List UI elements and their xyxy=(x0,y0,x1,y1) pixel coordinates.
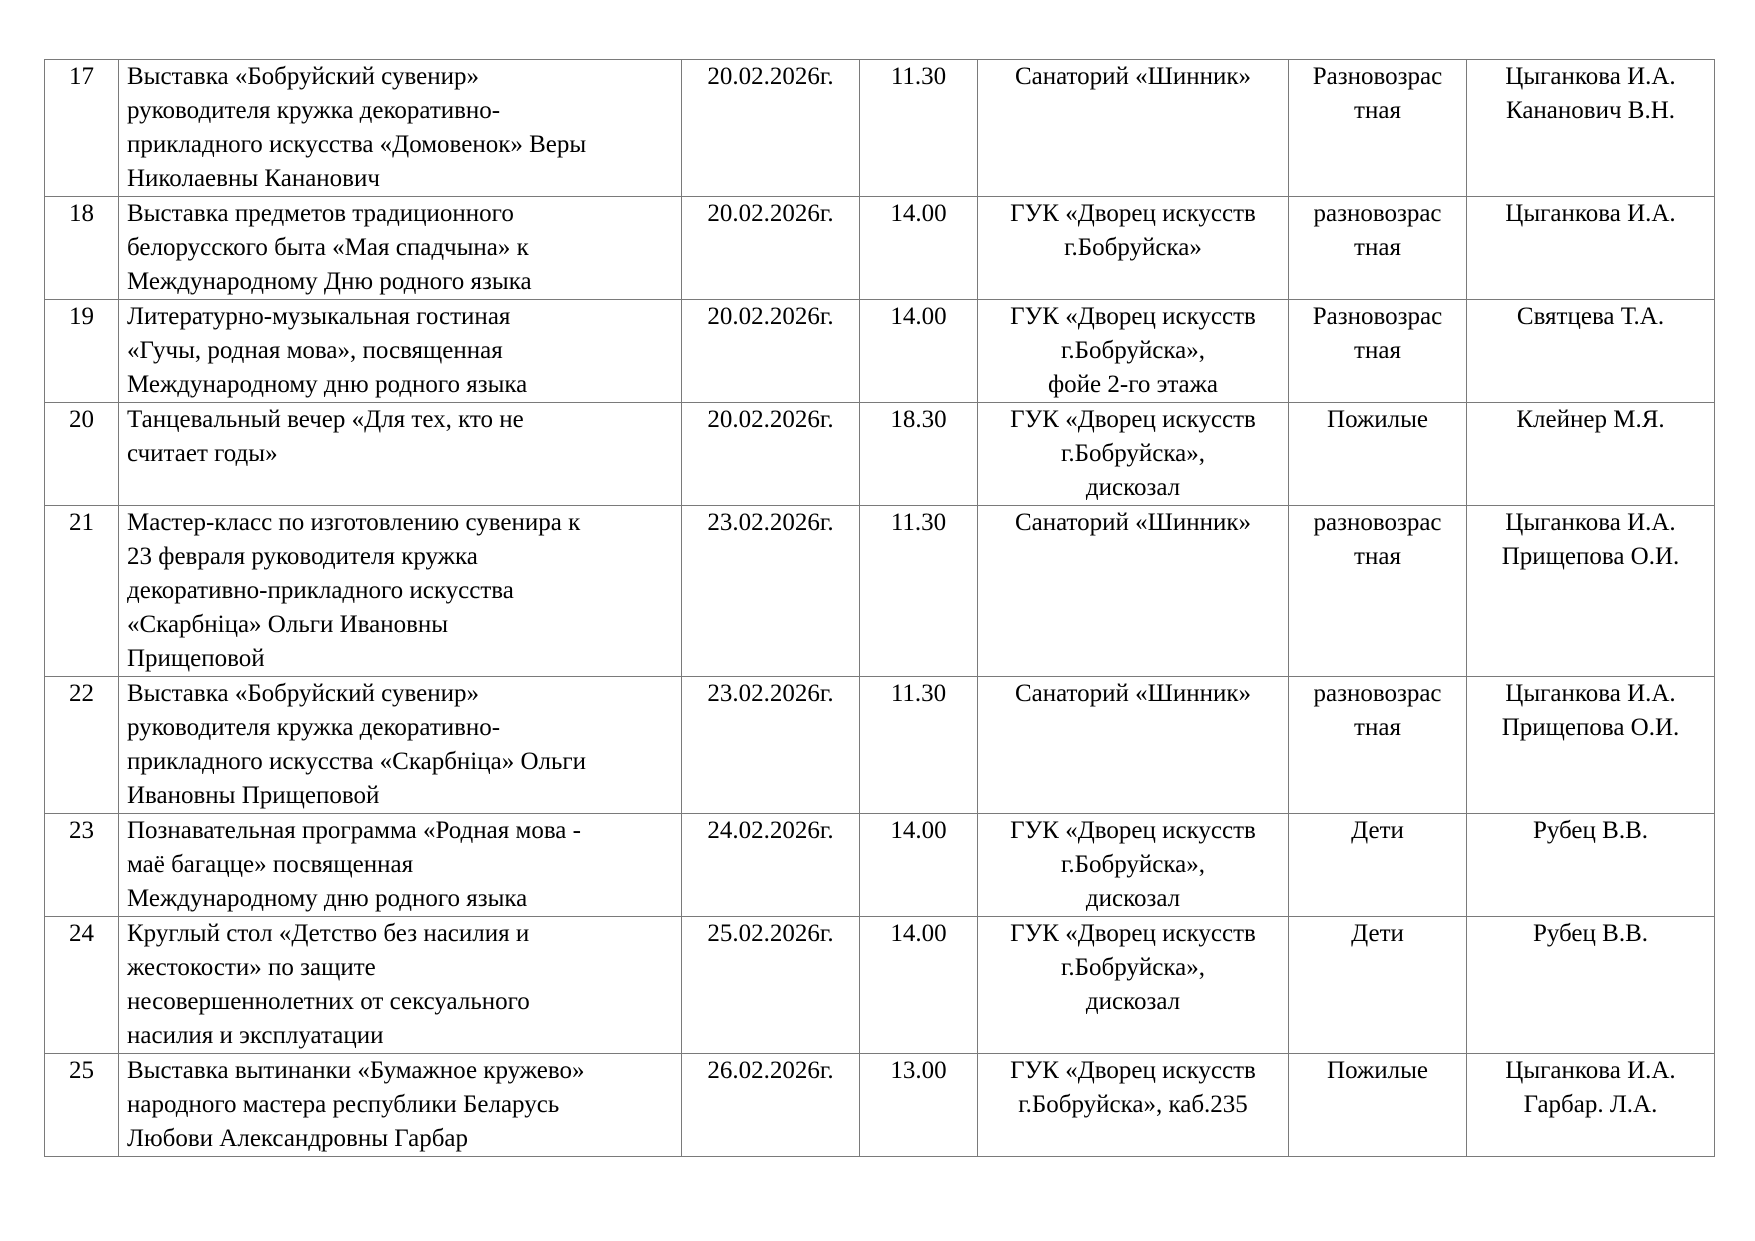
cell-audience xyxy=(1289,506,1467,677)
cell-event-title-line: «Гучы, родная мова», посвященная xyxy=(127,337,503,364)
cell-venue-line: г.Бобруйска», xyxy=(1060,440,1206,467)
cell-event-title-line: 23 февраля руководителя кружка xyxy=(127,543,478,570)
cell-audience-line: Дети xyxy=(1351,817,1404,844)
cell-event-title-line: руководителя кружка декоративно- xyxy=(127,714,501,741)
table-row xyxy=(45,1054,1715,1157)
cell-number: 25 xyxy=(45,1054,119,1157)
cell-responsible xyxy=(1467,403,1715,506)
cell-date: 23.02.2026г. xyxy=(682,677,860,814)
cell-responsible-line: Прищепова О.И. xyxy=(1501,543,1680,570)
cell-audience-line: Пожилые xyxy=(1327,1057,1428,1084)
cell-number: 23 xyxy=(45,814,119,917)
cell-event-title-line: руководителя кружка декоративно- xyxy=(127,97,501,124)
cell-event-title-line: Любови Александровны Гарбар xyxy=(127,1125,469,1152)
cell-date: 20.02.2026г. xyxy=(682,60,860,197)
table-row xyxy=(45,197,1715,300)
cell-venue-line: ГУК «Дворец искусств xyxy=(1010,1057,1256,1084)
cell-audience-line: разновозрас xyxy=(1313,509,1442,536)
cell-date: 23.02.2026г. xyxy=(682,506,860,677)
cell-event-title xyxy=(119,814,682,917)
cell-responsible-line: Цыганкова И.А. xyxy=(1505,509,1676,536)
cell-audience xyxy=(1289,197,1467,300)
cell-audience-line: тная xyxy=(1354,714,1401,741)
cell-event-title-line: Международному дню родного языка xyxy=(127,885,528,912)
cell-responsible-line: Клейнер М.Я. xyxy=(1516,406,1665,433)
cell-event-title xyxy=(119,506,682,677)
cell-venue-line: г.Бобруйска», xyxy=(1060,851,1206,878)
cell-event-title-line: белорусского быта «Мая спадчына» к xyxy=(127,234,529,261)
cell-date: 20.02.2026г. xyxy=(682,403,860,506)
cell-event-title-line: Выставка «Бобруйский сувенир» xyxy=(127,680,479,707)
cell-event-title xyxy=(119,300,682,403)
cell-event-title-line: насилия и эксплуатации xyxy=(127,1022,384,1049)
cell-audience-line: тная xyxy=(1354,234,1401,261)
cell-responsible-line: Святцева Т.А. xyxy=(1516,303,1665,330)
cell-event-title-line: Международному Дню родного языка xyxy=(127,268,532,295)
cell-venue-line: ГУК «Дворец искусств xyxy=(1010,406,1256,433)
cell-event-title-line: прикладного искусства «Скарбніца» Ольги xyxy=(127,748,587,775)
cell-venue-line: г.Бобруйска» xyxy=(1064,234,1202,261)
cell-responsible xyxy=(1467,1054,1715,1157)
cell-number: 18 xyxy=(45,197,119,300)
cell-event-title xyxy=(119,677,682,814)
table-row xyxy=(45,60,1715,197)
cell-time: 11.30 xyxy=(860,60,978,197)
cell-event-title-line: маё багацце» посвященная xyxy=(127,851,414,878)
cell-time: 11.30 xyxy=(860,506,978,677)
cell-responsible-line: Цыганкова И.А. xyxy=(1505,680,1676,707)
cell-event-title xyxy=(119,60,682,197)
cell-venue-line: ГУК «Дворец искусств xyxy=(1010,920,1256,947)
cell-audience xyxy=(1289,1054,1467,1157)
cell-audience-line: Разновозрас xyxy=(1312,303,1443,330)
cell-number: 21 xyxy=(45,506,119,677)
cell-audience xyxy=(1289,300,1467,403)
cell-audience xyxy=(1289,60,1467,197)
cell-responsible-line: Цыганкова И.А. xyxy=(1505,1057,1676,1084)
cell-audience-line: тная xyxy=(1354,543,1401,570)
cell-venue-line: фойе 2-го этажа xyxy=(1047,371,1219,398)
cell-event-title-line: прикладного искусства «Домовенок» Веры xyxy=(127,131,587,158)
cell-venue-line: Санаторий «Шинник» xyxy=(1014,63,1252,90)
cell-venue-line: ГУК «Дворец искусств xyxy=(1010,817,1256,844)
cell-venue-line: дискозал xyxy=(1085,474,1181,501)
cell-number: 19 xyxy=(45,300,119,403)
cell-event-title-line: Круглый стол «Детство без насилия и xyxy=(127,920,530,947)
cell-venue xyxy=(978,814,1289,917)
cell-event-title xyxy=(119,917,682,1054)
cell-event-title-line: Выставка предметов традиционного xyxy=(127,200,514,227)
table-row xyxy=(45,300,1715,403)
cell-event-title-line: Международному дню родного языка xyxy=(127,371,528,398)
cell-event-title-line: Прищеповой xyxy=(127,645,265,672)
cell-audience-line: тная xyxy=(1354,97,1401,124)
cell-venue-line: г.Бобруйска», xyxy=(1060,954,1206,981)
cell-event-title-line: считает годы» xyxy=(127,440,278,467)
cell-number: 20 xyxy=(45,403,119,506)
cell-event-title-line: жестокости» по защите xyxy=(127,954,376,981)
cell-number: 24 xyxy=(45,917,119,1054)
cell-responsible xyxy=(1467,60,1715,197)
cell-responsible xyxy=(1467,814,1715,917)
cell-responsible xyxy=(1467,506,1715,677)
cell-venue xyxy=(978,300,1289,403)
cell-responsible-line: Цыганкова И.А. xyxy=(1505,200,1676,227)
cell-responsible-line: Цыганкова И.А. xyxy=(1505,63,1676,90)
cell-venue-line: Санаторий «Шинник» xyxy=(1014,509,1252,536)
cell-event-title-line: Танцевальный вечер «Для тех, кто не xyxy=(127,406,524,433)
cell-audience xyxy=(1289,677,1467,814)
cell-event-title-line: «Скарбніца» Ольги Ивановны xyxy=(127,611,449,638)
cell-venue xyxy=(978,677,1289,814)
cell-venue-line: ГУК «Дворец искусств xyxy=(1010,303,1256,330)
cell-event-title-line: декоративно-прикладного искусства xyxy=(127,577,514,604)
cell-date: 25.02.2026г. xyxy=(682,917,860,1054)
cell-number: 22 xyxy=(45,677,119,814)
cell-date: 20.02.2026г. xyxy=(682,300,860,403)
cell-time: 14.00 xyxy=(860,300,978,403)
cell-venue-line: дискозал xyxy=(1085,885,1181,912)
cell-responsible xyxy=(1467,197,1715,300)
cell-venue xyxy=(978,506,1289,677)
cell-venue xyxy=(978,60,1289,197)
cell-venue-line: ГУК «Дворец искусств xyxy=(1010,200,1256,227)
cell-event-title-line: Литературно-музыкальная гостиная xyxy=(127,303,511,330)
table-row xyxy=(45,506,1715,677)
cell-audience-line: тная xyxy=(1354,337,1401,364)
cell-event-title-line: Выставка «Бобруйский сувенир» xyxy=(127,63,479,90)
cell-venue xyxy=(978,1054,1289,1157)
cell-event-title-line: Выставка вытинанки «Бумажное кружево» xyxy=(127,1057,585,1084)
table-row xyxy=(45,403,1715,506)
table-body xyxy=(45,60,1715,1157)
cell-event-title xyxy=(119,197,682,300)
cell-number: 17 xyxy=(45,60,119,197)
cell-responsible xyxy=(1467,917,1715,1054)
table-row xyxy=(45,814,1715,917)
table-row xyxy=(45,917,1715,1054)
cell-responsible xyxy=(1467,677,1715,814)
cell-venue-line: Санаторий «Шинник» xyxy=(1014,680,1252,707)
cell-responsible-line: Кананович В.Н. xyxy=(1505,97,1676,124)
cell-event-title-line: Ивановны Прищеповой xyxy=(127,782,380,809)
cell-audience-line: разновозрас xyxy=(1313,680,1442,707)
cell-responsible-line: Прищепова О.И. xyxy=(1501,714,1680,741)
cell-venue-line: г.Бобруйска», xyxy=(1060,337,1206,364)
cell-audience-line: Дети xyxy=(1351,920,1404,947)
cell-event-title-line: Познавательная программа «Родная мова - xyxy=(127,817,581,844)
cell-venue xyxy=(978,197,1289,300)
events-schedule-table xyxy=(44,59,1715,1157)
cell-audience-line: разновозрас xyxy=(1313,200,1442,227)
cell-time: 11.30 xyxy=(860,677,978,814)
cell-time: 14.00 xyxy=(860,814,978,917)
table-row xyxy=(45,677,1715,814)
cell-responsible xyxy=(1467,300,1715,403)
cell-responsible-line: Рубец В.В. xyxy=(1532,817,1649,844)
cell-event-title xyxy=(119,403,682,506)
cell-time: 13.00 xyxy=(860,1054,978,1157)
cell-date: 26.02.2026г. xyxy=(682,1054,860,1157)
cell-date: 24.02.2026г. xyxy=(682,814,860,917)
cell-time: 18.30 xyxy=(860,403,978,506)
cell-time: 14.00 xyxy=(860,197,978,300)
cell-audience-line: Разновозрас xyxy=(1312,63,1443,90)
cell-venue-line: г.Бобруйска», каб.235 xyxy=(1018,1091,1248,1118)
cell-responsible-line: Рубец В.В. xyxy=(1532,920,1649,947)
cell-event-title-line: Николаевны Кананович xyxy=(127,165,380,192)
cell-venue xyxy=(978,403,1289,506)
cell-event-title-line: Мастер-класс по изготовлению сувенира к xyxy=(127,509,581,536)
cell-audience xyxy=(1289,814,1467,917)
cell-responsible-line: Гарбар. Л.А. xyxy=(1523,1091,1658,1118)
cell-venue-line: дискозал xyxy=(1085,988,1181,1015)
cell-event-title-line: несовершеннолетних от сексуального xyxy=(127,988,530,1015)
cell-audience-line: Пожилые xyxy=(1327,406,1428,433)
cell-event-title-line: народного мастера республики Беларусь xyxy=(127,1091,560,1118)
cell-event-title xyxy=(119,1054,682,1157)
cell-time: 14.00 xyxy=(860,917,978,1054)
cell-venue xyxy=(978,917,1289,1054)
cell-audience xyxy=(1289,917,1467,1054)
cell-date: 20.02.2026г. xyxy=(682,197,860,300)
cell-audience xyxy=(1289,403,1467,506)
